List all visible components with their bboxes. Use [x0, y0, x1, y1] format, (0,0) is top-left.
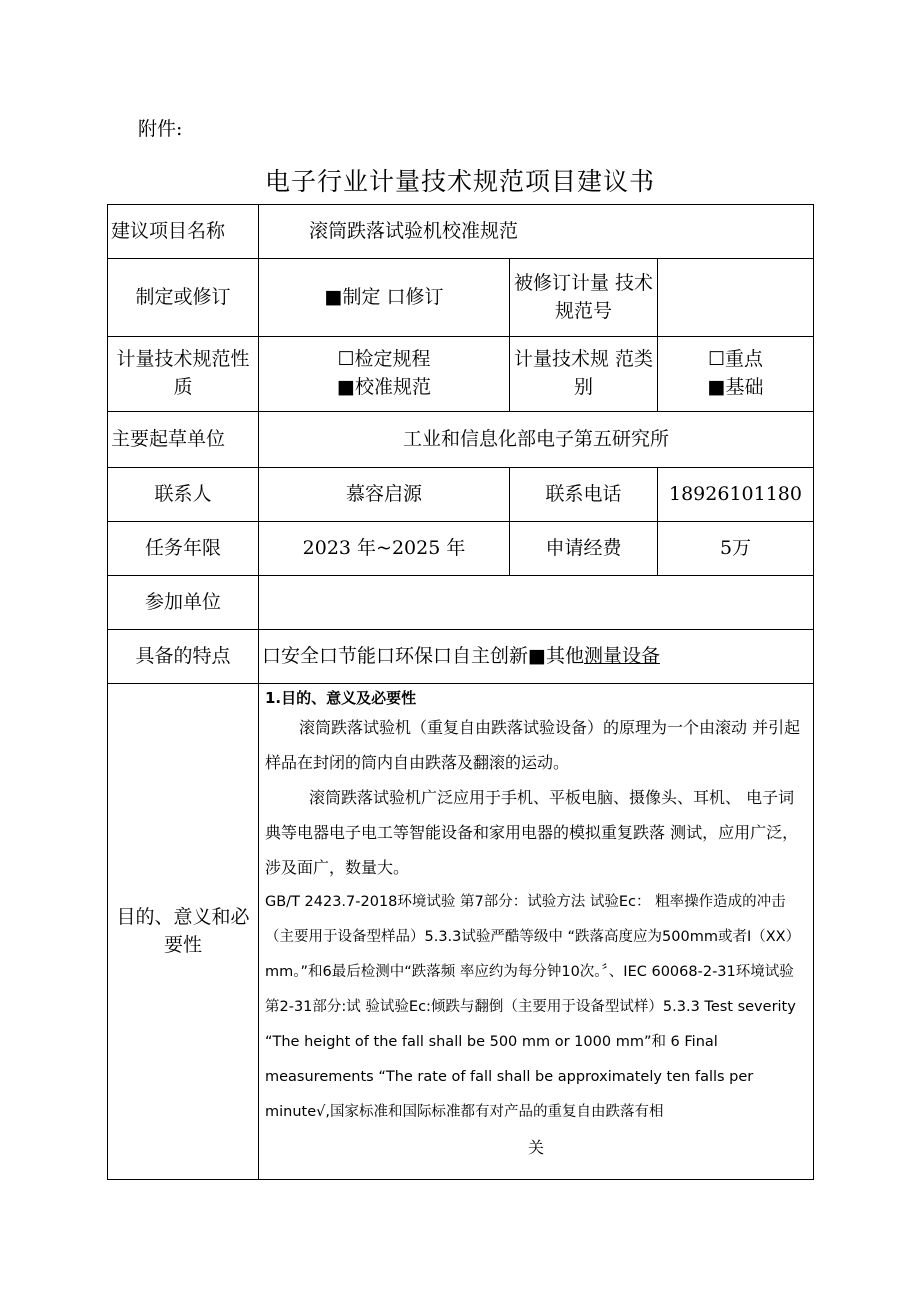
category-options: [658, 337, 814, 412]
attachment-label: 附件:: [138, 118, 183, 140]
nature-label: 计量技术规范性质: [108, 337, 259, 412]
row-term: [108, 522, 814, 576]
revised-spec-value: [658, 259, 814, 337]
row-participants: [108, 576, 814, 630]
make-or-revise-value: ■制定 口修订: [259, 259, 510, 337]
term-label: 任务年限: [108, 522, 259, 576]
features-value: [259, 630, 814, 684]
phone-label: 联系电话: [510, 468, 658, 522]
contact-value: 慕容启源: [259, 468, 510, 522]
purpose-paragraph-1: 滚筒跌落试验机（重复自由跌落试验设备）的原理为一个由滚动 并引起样品在封闭的筒内自由跌落及翻滚的运动。: [265, 718, 801, 772]
document-title: 电子行业计量技术规范项目建议书: [264, 167, 655, 196]
row-drafter: [108, 412, 814, 468]
project-name-value: 滚筒跌落试验机校准规范: [259, 205, 814, 259]
purpose-heading: 1.目的、意义及必要性: [265, 689, 417, 707]
features-label: 具备的特点: [108, 630, 259, 684]
row-features: [108, 630, 814, 684]
purpose-paragraph-3-end: 关: [527, 1138, 544, 1157]
category-option-basic: ■基础: [707, 376, 764, 398]
features-other-value: 测量设备: [583, 644, 660, 667]
purpose-label: 目的、意义和必要性: [108, 684, 259, 1180]
row-project-name: [108, 205, 814, 259]
project-name-label: 建议项目名称: [108, 205, 259, 259]
row-make-or-revise: [108, 259, 814, 337]
drafter-label: 主要起草单位: [108, 412, 259, 468]
row-purpose: [108, 684, 814, 1180]
purpose-paragraph-2: 滚筒跌落试验机广泛应用于手机、平板电脑、摄像头、耳机、 电子词典等电器电子电工等智能设备和家用电器的模拟重复跌落 测试，应用广泛，涉及面广，数量大。: [265, 788, 799, 877]
category-option-key: ☐重点: [707, 348, 764, 371]
nature-option-verification: ☐检定规程: [337, 348, 431, 371]
funds-value: 5万: [658, 522, 814, 576]
make-or-revise-label: 制定或修订: [108, 259, 259, 337]
term-value: 2023 年~2025 年: [259, 522, 510, 576]
contact-label: 联系人: [108, 468, 259, 522]
row-contact: [108, 468, 814, 522]
purpose-body: [259, 684, 814, 1180]
row-nature: [108, 337, 814, 412]
nature-options: [259, 337, 510, 412]
phone-value: 18926101180: [658, 468, 814, 522]
participants-value: [259, 576, 814, 630]
category-label: 计量技术规 范类别: [510, 337, 658, 412]
features-options: 口安全口节能口环保口自主创新■其他: [262, 644, 584, 667]
proposal-form-table: [107, 204, 814, 1180]
funds-label: 申请经费: [510, 522, 658, 576]
purpose-paragraph-3: GB/T 2423.7-2018环境试验 第7部分：试验方法 试验Ec： 粗率操作造成的冲击（主要用于设备型样品）5.3.3试验严酷等级中 “跌落高度应为500mm或者I（XX）mm。”和6最后检测中“跌落频 率应约为每分钟10次。〞、IEC 60068-2-31环境试验第2-31部分:试 验试验Ec:倾跌与翻倒（主要用于设备型试样）5.3.3 Test severity “The height of the fall shall be 500 mm or 1000 mm”和 6 Final measurements “The rate of fall shall be approximately ten falls per minute√,国家标准和国际标准都有对产品的重复自由跌落有相: [265, 894, 801, 1120]
drafter-value: 工业和信息化部电子第五研究所: [259, 412, 814, 468]
revised-spec-label: 被修订计量 技术规范号: [510, 259, 658, 337]
participants-label: 参加单位: [108, 576, 259, 630]
nature-option-calibration: ■校准规范: [337, 376, 431, 398]
